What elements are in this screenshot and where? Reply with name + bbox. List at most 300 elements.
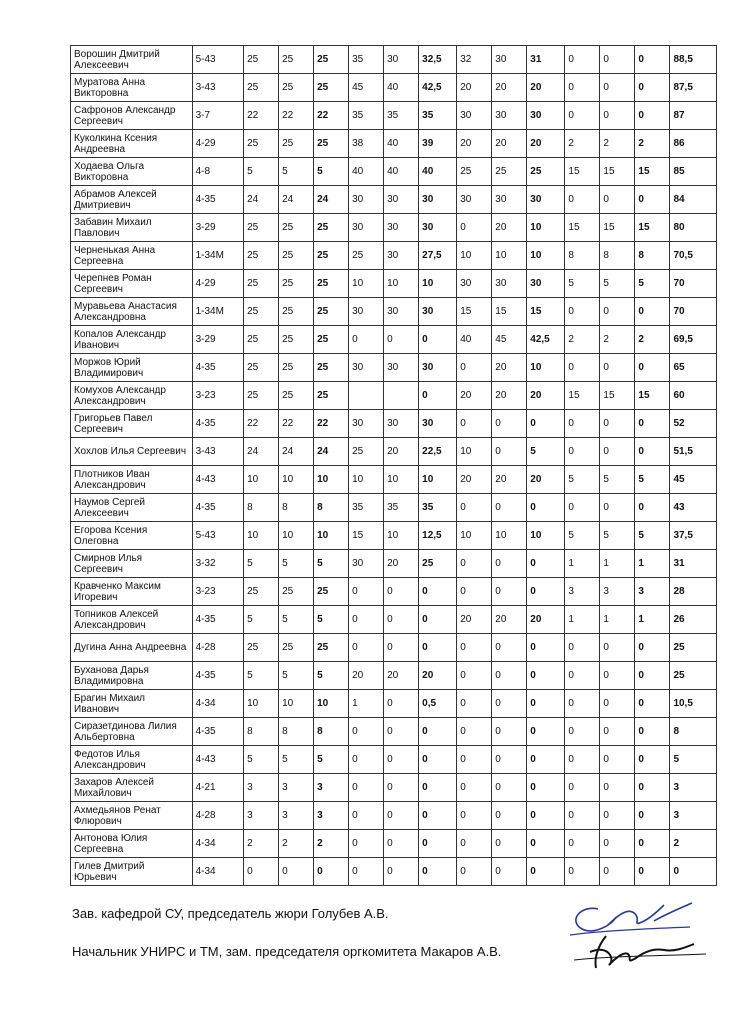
score-cell: 0 xyxy=(349,746,384,774)
score-cell: 25 xyxy=(279,578,314,606)
score-cell: 0 xyxy=(565,46,600,74)
score-cell: 24 xyxy=(244,438,279,466)
score-cell: 0 xyxy=(419,606,457,634)
score-cell: 0 xyxy=(349,774,384,802)
table-row xyxy=(71,130,717,158)
score-cell: 0 xyxy=(419,774,457,802)
group-cell: 5-43 xyxy=(192,522,244,550)
score-cell: 0 xyxy=(457,634,492,662)
score-cell: 22 xyxy=(244,410,279,438)
score-cell: 1 xyxy=(600,606,635,634)
participant-name: Захаров Алексей Михайлович xyxy=(71,774,193,802)
total-score-cell: 31 xyxy=(670,550,717,578)
score-cell: 5 xyxy=(565,466,600,494)
participant-name: Забавин Михаил Павлович xyxy=(71,214,193,242)
score-cell: 0 xyxy=(492,438,527,466)
score-cell: 0 xyxy=(635,830,670,858)
score-cell: 22 xyxy=(314,410,349,438)
table-row xyxy=(71,186,717,214)
participant-name: Ахмедьянов Ренат Флюрович xyxy=(71,802,193,830)
score-cell: 1 xyxy=(565,550,600,578)
score-cell: 2 xyxy=(244,830,279,858)
score-cell: 0 xyxy=(384,634,419,662)
score-cell: 0 xyxy=(600,690,635,718)
participant-name: Черненькая Анна Сергеевна xyxy=(71,242,193,270)
score-cell: 0 xyxy=(600,634,635,662)
score-cell: 20 xyxy=(527,466,565,494)
total-score-cell: 37,5 xyxy=(670,522,717,550)
score-cell: 35 xyxy=(349,102,384,130)
score-cell: 20 xyxy=(419,662,457,690)
score-cell: 0 xyxy=(419,718,457,746)
score-cell: 0 xyxy=(349,606,384,634)
score-cell: 2 xyxy=(635,130,670,158)
score-cell: 0 xyxy=(565,74,600,102)
score-cell: 25 xyxy=(314,382,349,410)
score-cell: 0 xyxy=(492,550,527,578)
total-score-cell: 10,5 xyxy=(670,690,717,718)
total-score-cell: 69,5 xyxy=(670,326,717,354)
score-cell: 0 xyxy=(457,550,492,578)
score-cell: 30 xyxy=(492,46,527,74)
group-cell: 4-43 xyxy=(192,466,244,494)
total-score-cell: 87 xyxy=(670,102,717,130)
score-cell: 30 xyxy=(527,270,565,298)
score-cell: 0 xyxy=(635,438,670,466)
score-cell: 15 xyxy=(600,158,635,186)
total-score-cell: 70 xyxy=(670,270,717,298)
score-cell: 42,5 xyxy=(527,326,565,354)
total-score-cell: 28 xyxy=(670,578,717,606)
score-cell: 0 xyxy=(527,550,565,578)
participant-name: Копалов Александр Иванович xyxy=(71,326,193,354)
score-cell: 25 xyxy=(279,270,314,298)
group-cell: 4-8 xyxy=(192,158,244,186)
score-cell: 5 xyxy=(635,522,670,550)
score-cell: 0 xyxy=(492,774,527,802)
table-row xyxy=(71,326,717,354)
table-row xyxy=(71,606,717,634)
score-cell: 0 xyxy=(492,578,527,606)
score-cell: 0 xyxy=(635,298,670,326)
total-score-cell: 85 xyxy=(670,158,717,186)
score-cell: 3 xyxy=(244,802,279,830)
score-cell: 0 xyxy=(349,830,384,858)
score-cell: 35 xyxy=(349,494,384,522)
score-cell: 20 xyxy=(527,606,565,634)
score-cell: 0 xyxy=(565,410,600,438)
score-cell: 0 xyxy=(492,690,527,718)
score-cell: 0 xyxy=(349,578,384,606)
score-cell: 30 xyxy=(384,298,419,326)
score-cell: 2 xyxy=(600,326,635,354)
score-cell: 5 xyxy=(279,662,314,690)
score-cell: 0 xyxy=(565,802,600,830)
score-cell: 3 xyxy=(314,802,349,830)
score-cell: 30 xyxy=(419,298,457,326)
participant-name: Абрамов Алексей Дмитриевич xyxy=(71,186,193,214)
score-cell: 0 xyxy=(635,494,670,522)
score-cell: 25 xyxy=(314,578,349,606)
score-cell: 30 xyxy=(492,186,527,214)
table-row xyxy=(71,690,717,718)
score-cell: 0 xyxy=(457,662,492,690)
score-cell: 32 xyxy=(457,46,492,74)
score-cell: 25 xyxy=(349,438,384,466)
score-cell: 0 xyxy=(419,802,457,830)
score-cell: 0 xyxy=(527,494,565,522)
score-cell: 0 xyxy=(384,830,419,858)
participant-name: Ворошин Дмитрий Алексеевич xyxy=(71,46,193,74)
score-cell: 5 xyxy=(244,662,279,690)
score-cell: 20 xyxy=(492,130,527,158)
group-cell: 4-34 xyxy=(192,830,244,858)
total-score-cell: 43 xyxy=(670,494,717,522)
score-cell: 0 xyxy=(457,214,492,242)
table-row xyxy=(71,438,717,466)
score-cell: 10 xyxy=(457,522,492,550)
score-cell: 25 xyxy=(349,242,384,270)
score-cell: 5 xyxy=(565,270,600,298)
score-cell: 24 xyxy=(279,438,314,466)
score-cell: 15 xyxy=(565,214,600,242)
table-row xyxy=(71,382,717,410)
participant-name: Наумов Сергей Алексеевич xyxy=(71,494,193,522)
score-cell: 5 xyxy=(600,466,635,494)
table-row xyxy=(71,494,717,522)
score-cell: 15 xyxy=(565,382,600,410)
score-cell: 0 xyxy=(457,690,492,718)
score-cell: 12,5 xyxy=(419,522,457,550)
score-cell: 0 xyxy=(457,354,492,382)
score-cell: 0 xyxy=(565,298,600,326)
group-cell: 3-43 xyxy=(192,74,244,102)
score-cell: 0 xyxy=(600,102,635,130)
score-cell: 0 xyxy=(279,858,314,886)
footer-org-deputy: Начальник УНИРС и ТМ, зам. председателя оргкомитета Макаров А.В. xyxy=(72,944,502,959)
score-cell: 25 xyxy=(314,214,349,242)
score-cell: 5 xyxy=(244,158,279,186)
score-cell: 0 xyxy=(384,578,419,606)
score-cell: 0 xyxy=(565,662,600,690)
score-cell: 0 xyxy=(384,858,419,886)
score-cell: 30 xyxy=(384,214,419,242)
group-cell: 3-43 xyxy=(192,438,244,466)
score-cell: 10 xyxy=(457,242,492,270)
participant-name: Егорова Ксения Олеговна xyxy=(71,522,193,550)
participant-name: Плотников Иван Александрович xyxy=(71,466,193,494)
score-cell: 0 xyxy=(600,46,635,74)
group-cell: 4-35 xyxy=(192,354,244,382)
score-cell: 25 xyxy=(244,298,279,326)
score-cell: 0 xyxy=(600,746,635,774)
score-cell: 0 xyxy=(457,858,492,886)
score-cell: 35 xyxy=(349,46,384,74)
score-cell: 0 xyxy=(527,774,565,802)
score-cell: 5 xyxy=(279,550,314,578)
score-cell: 25 xyxy=(279,130,314,158)
total-score-cell: 87,5 xyxy=(670,74,717,102)
score-cell: 40 xyxy=(457,326,492,354)
score-cell: 0 xyxy=(384,326,419,354)
group-cell: 4-29 xyxy=(192,130,244,158)
score-cell: 0 xyxy=(600,830,635,858)
table-row xyxy=(71,802,717,830)
score-cell: 27,5 xyxy=(419,242,457,270)
score-cell: 0 xyxy=(600,74,635,102)
table-row xyxy=(71,410,717,438)
score-cell: 0 xyxy=(527,746,565,774)
score-cell: 25 xyxy=(279,298,314,326)
score-cell: 3 xyxy=(279,774,314,802)
participant-name: Муратова Анна Викторовна xyxy=(71,74,193,102)
score-cell: 0 xyxy=(600,858,635,886)
score-cell: 0 xyxy=(349,858,384,886)
score-cell: 5 xyxy=(314,550,349,578)
group-cell: 4-35 xyxy=(192,662,244,690)
score-cell: 30 xyxy=(384,186,419,214)
score-cell: 5 xyxy=(244,550,279,578)
score-cell: 0 xyxy=(457,410,492,438)
score-cell: 10 xyxy=(527,522,565,550)
score-cell: 30 xyxy=(349,298,384,326)
score-cell: 10 xyxy=(492,242,527,270)
score-cell: 30 xyxy=(457,270,492,298)
group-cell: 4-35 xyxy=(192,494,244,522)
group-cell: 3-32 xyxy=(192,550,244,578)
score-cell: 45 xyxy=(492,326,527,354)
score-cell: 0 xyxy=(457,774,492,802)
score-cell: 10 xyxy=(527,242,565,270)
signature-makarov xyxy=(570,930,710,975)
score-cell: 30 xyxy=(419,186,457,214)
score-cell: 24 xyxy=(244,186,279,214)
score-cell: 0 xyxy=(635,46,670,74)
score-cell: 30 xyxy=(384,46,419,74)
score-cell: 10 xyxy=(314,690,349,718)
score-cell: 25 xyxy=(314,634,349,662)
score-cell: 0 xyxy=(349,634,384,662)
score-cell: 5 xyxy=(279,746,314,774)
table-row xyxy=(71,270,717,298)
score-cell: 20 xyxy=(384,662,419,690)
score-cell: 40 xyxy=(384,74,419,102)
score-cell: 30 xyxy=(527,186,565,214)
score-cell: 15 xyxy=(527,298,565,326)
score-cell: 40 xyxy=(419,158,457,186)
score-cell: 25 xyxy=(314,74,349,102)
score-cell: 22 xyxy=(279,410,314,438)
score-cell: 0 xyxy=(600,718,635,746)
score-cell: 0 xyxy=(600,298,635,326)
score-cell: 10 xyxy=(457,438,492,466)
total-score-cell: 25 xyxy=(670,662,717,690)
score-cell: 0 xyxy=(565,102,600,130)
score-cell: 8 xyxy=(244,494,279,522)
score-cell: 3 xyxy=(314,774,349,802)
score-cell xyxy=(384,382,419,410)
score-cell: 25 xyxy=(244,242,279,270)
score-cell: 2 xyxy=(314,830,349,858)
score-cell: 0 xyxy=(457,830,492,858)
score-cell: 0 xyxy=(457,494,492,522)
score-cell: 10 xyxy=(314,522,349,550)
table-row xyxy=(71,242,717,270)
score-cell: 25 xyxy=(244,354,279,382)
score-cell: 0 xyxy=(565,690,600,718)
score-cell: 0 xyxy=(492,634,527,662)
score-cell: 20 xyxy=(527,74,565,102)
results-table xyxy=(70,45,717,886)
score-cell: 10 xyxy=(279,466,314,494)
group-cell: 3-7 xyxy=(192,102,244,130)
participant-name: Комухов Александр Александрович xyxy=(71,382,193,410)
score-cell: 8 xyxy=(314,718,349,746)
score-cell: 0 xyxy=(635,74,670,102)
table-row xyxy=(71,298,717,326)
score-cell: 3 xyxy=(635,578,670,606)
score-cell: 0 xyxy=(635,690,670,718)
total-score-cell: 3 xyxy=(670,802,717,830)
total-score-cell: 80 xyxy=(670,214,717,242)
score-cell: 15 xyxy=(349,522,384,550)
score-cell: 0 xyxy=(527,578,565,606)
score-cell: 20 xyxy=(527,130,565,158)
group-cell: 4-43 xyxy=(192,746,244,774)
score-cell: 20 xyxy=(457,130,492,158)
score-cell: 35 xyxy=(384,494,419,522)
participant-name: Куколкина Ксения Андреевна xyxy=(71,130,193,158)
score-cell: 20 xyxy=(457,382,492,410)
score-cell: 3 xyxy=(600,578,635,606)
score-cell: 8 xyxy=(279,718,314,746)
score-cell: 30 xyxy=(419,410,457,438)
group-cell: 4-28 xyxy=(192,802,244,830)
score-cell: 8 xyxy=(565,242,600,270)
table-row xyxy=(71,858,717,886)
score-cell: 0 xyxy=(492,410,527,438)
participant-name: Топников Алексей Александрович xyxy=(71,606,193,634)
score-cell: 5 xyxy=(279,606,314,634)
score-cell: 0 xyxy=(314,858,349,886)
score-cell: 25 xyxy=(279,634,314,662)
footer-jury-chair: Зав. кафедрой СУ, председатель жюри Голубев А.В. xyxy=(72,906,389,921)
group-cell: 3-29 xyxy=(192,326,244,354)
score-cell: 30 xyxy=(349,186,384,214)
score-cell: 10 xyxy=(279,690,314,718)
score-cell: 10 xyxy=(419,270,457,298)
participant-name: Смирнов Илья Сергеевич xyxy=(71,550,193,578)
score-cell: 0 xyxy=(419,746,457,774)
group-cell: 5-43 xyxy=(192,46,244,74)
score-cell: 25 xyxy=(279,382,314,410)
participant-name: Дугина Анна Андреевна xyxy=(71,634,193,662)
score-cell: 0 xyxy=(384,802,419,830)
score-cell: 30 xyxy=(492,270,527,298)
score-cell: 10 xyxy=(244,466,279,494)
score-cell: 20 xyxy=(457,606,492,634)
score-cell: 1 xyxy=(565,606,600,634)
score-cell: 5 xyxy=(279,158,314,186)
score-cell: 25 xyxy=(457,158,492,186)
participant-name: Брагин Михаил Иванович xyxy=(71,690,193,718)
score-cell: 0 xyxy=(457,718,492,746)
score-cell: 10 xyxy=(349,270,384,298)
total-score-cell: 84 xyxy=(670,186,717,214)
score-cell: 24 xyxy=(314,438,349,466)
score-cell: 0 xyxy=(635,718,670,746)
total-score-cell: 51,5 xyxy=(670,438,717,466)
score-cell: 0 xyxy=(565,494,600,522)
score-cell: 10 xyxy=(244,690,279,718)
score-cell: 25 xyxy=(314,242,349,270)
score-cell: 30 xyxy=(349,214,384,242)
score-cell: 5 xyxy=(314,606,349,634)
score-cell: 22 xyxy=(244,102,279,130)
table-row xyxy=(71,158,717,186)
score-cell: 8 xyxy=(635,242,670,270)
score-cell: 30 xyxy=(384,354,419,382)
total-score-cell: 70 xyxy=(670,298,717,326)
participant-name: Антонова Юлия Сергеевна xyxy=(71,830,193,858)
score-cell: 0 xyxy=(600,774,635,802)
score-cell: 15 xyxy=(565,158,600,186)
score-cell: 20 xyxy=(457,466,492,494)
participant-name: Федотов Илья Александрович xyxy=(71,746,193,774)
score-cell: 0 xyxy=(565,746,600,774)
score-cell: 0 xyxy=(565,354,600,382)
score-cell: 5 xyxy=(314,158,349,186)
score-cell: 40 xyxy=(384,130,419,158)
score-cell: 25 xyxy=(244,46,279,74)
table-row xyxy=(71,74,717,102)
score-cell: 20 xyxy=(492,74,527,102)
score-cell: 30 xyxy=(457,102,492,130)
score-cell: 30 xyxy=(457,186,492,214)
score-cell: 20 xyxy=(384,438,419,466)
score-cell: 0 xyxy=(635,662,670,690)
score-cell: 0 xyxy=(565,718,600,746)
score-cell: 20 xyxy=(492,466,527,494)
score-cell: 25 xyxy=(314,130,349,158)
score-cell: 10 xyxy=(527,214,565,242)
score-cell: 0 xyxy=(419,858,457,886)
score-cell: 8 xyxy=(600,242,635,270)
score-cell: 10 xyxy=(419,466,457,494)
score-cell: 0 xyxy=(635,354,670,382)
score-cell: 39 xyxy=(419,130,457,158)
total-score-cell: 86 xyxy=(670,130,717,158)
group-cell: 3-23 xyxy=(192,578,244,606)
group-cell: 4-34 xyxy=(192,690,244,718)
participant-name: Буханова Дарья Владимировна xyxy=(71,662,193,690)
score-cell: 25 xyxy=(244,382,279,410)
score-cell: 25 xyxy=(527,158,565,186)
score-cell: 15 xyxy=(635,382,670,410)
score-cell: 30 xyxy=(384,242,419,270)
total-score-cell: 26 xyxy=(670,606,717,634)
score-cell: 0 xyxy=(565,634,600,662)
score-cell: 10 xyxy=(244,522,279,550)
score-cell: 0 xyxy=(527,662,565,690)
score-cell: 40 xyxy=(349,158,384,186)
score-cell: 0 xyxy=(600,410,635,438)
score-cell: 0 xyxy=(635,746,670,774)
score-cell: 20 xyxy=(349,662,384,690)
group-cell: 3-23 xyxy=(192,382,244,410)
participant-name: Сафронов Александр Сергеевич xyxy=(71,102,193,130)
group-cell: 4-35 xyxy=(192,718,244,746)
